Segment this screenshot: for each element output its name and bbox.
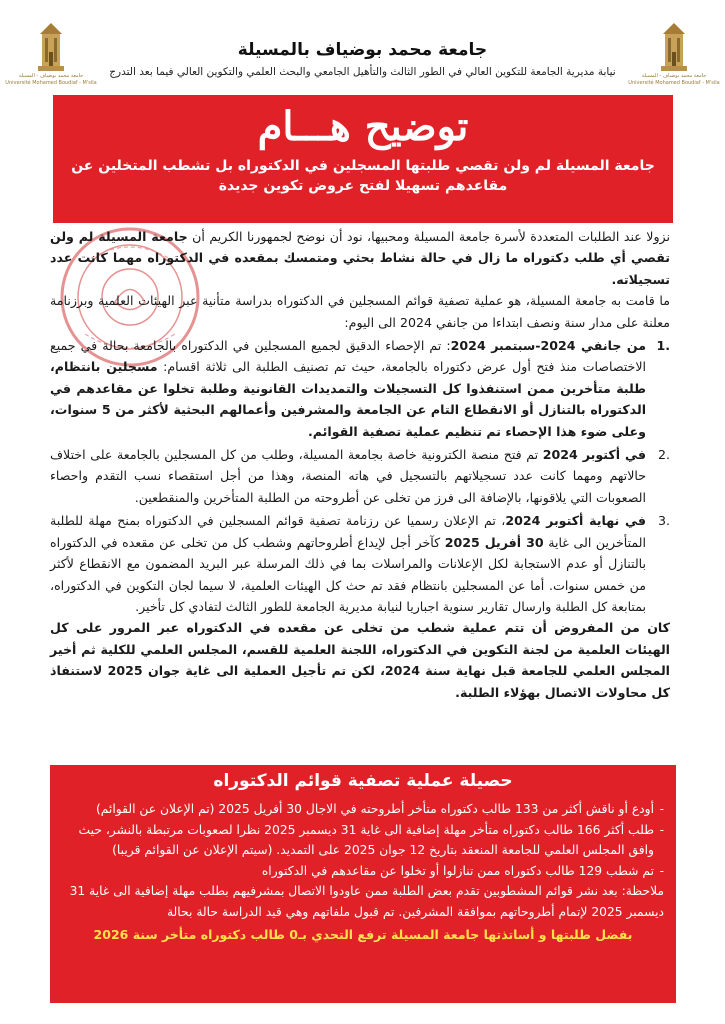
list-item-lead: في أكتوبر 2024 — [542, 447, 646, 463]
list-item-text: تم فتح منصة الكترونية خاصة بجامعة المسيلة، وطلب من كل المسجلين بالجامعة على اختلاف حالاتهم ومهما كانت عدد تسجيلاتهم بالتسجيل في هاته المنصة، وهذا من أجل استقصاء نسب التقدم واحصاء الصعوبات التي يلاقونها، بالإضافة الى فرز من تخلى عن أطروحته من الطلبة المتأخرين والمنقطعين. — [50, 447, 646, 505]
title-banner — [53, 95, 673, 223]
list-item-text: : تم الإحصاء الدقيق لجميع المسجلين في الدكتوراه بالجامعة بحالة في جميع الاختصاصات منذ فتح أول عرض دكتوراه بالجامعة، حيث تم تصنيف الطلبة الى ثلاثة اقسام: — [50, 338, 647, 375]
results-list — [50, 795, 676, 923]
university-logo-left — [5, 22, 97, 90]
list-item-date: 30 أفريل 2025 — [444, 534, 544, 550]
results-item-text: طلب أكثر 166 طالب دكتوراه متأخر مهلة إضافية الى غاية 31 ديسمبر 2025 نظرا لصعوبات مرتبطة بالنشر، حيث وافق المجلس العلمي للجامعة المنعقد بتاريخ 12 جوان 2025 على التمديد. (سيتم الإعلان عن القوائم قريبا) — [78, 822, 654, 858]
bullet: - — [659, 822, 664, 837]
university-subtitle: نيابة مديرية الجامعة للتكوين العالي في الطور الثالث والتأهيل الجامعي والبحث العلمي والتكوين العالي فيما بعد التدرج — [109, 66, 616, 78]
intro-text: نزولا عند الطلبات المتعددة لأسرة جامعة المسيلة ومحبيها، نود أن نوضح لجمهورنا الكريم أن — [187, 229, 670, 244]
banner-subtitle: جامعة المسيلة لم ولن تقصي طلبتها المسجلين في الدكتوراه بل تشطب المتخلين عن مقاعدهم تسهيلا لفتح عروض تكوين جديدة — [71, 158, 655, 194]
bullet: - — [659, 802, 664, 816]
results-item — [62, 861, 664, 882]
results-note — [62, 881, 664, 922]
results-note-text: ملاحظة: بعد نشر قوائم المشطوبين تقدم بعض الطلبة ممن عاودوا الاتصال بمشرفيهم بطلب مهلة إضافية الى غاية 31 ديسمبر 2025 لإتمام أطروحاتهم بموافقة المشرفين. تم قبول ملفاتهم وهي قيد الدراسة حالة بحالة — [69, 884, 664, 919]
results-box — [50, 765, 676, 1003]
intro-emphasis: جامعة المسيلة لم ولن تقصي أي طلب دكتوراه ما زال في حالة نشاط بحثي ومتمسك بمقعده في الدكتوراه مهما كانت عدد تسجيلاته. — [50, 229, 670, 287]
list-item — [50, 444, 670, 508]
results-item-text: أودع أو ناقش أكثر من 133 طالب دكتوراه متأخر أطروحته في الاجال 30 أفريل 2025 (تم الإعلان عن القوائم) — [95, 802, 654, 816]
results-item-text: تم شطب 129 طالب دكتوراه ممن تنازلوا أو تخلوا عن مقاعدهم في الدكتوراه — [261, 863, 654, 878]
list-number: .3 — [657, 513, 670, 529]
logo-caption-en: Université Mohamed Boudiaf - M'sila — [628, 80, 720, 86]
list-item-emphasis: مسجلين بانتظام، طلبة متأخرين ممن استنفذوا كل التسجيلات والتمديدات القانونية وطلبة تخلوا عن مقاعدهم في الدكتوراه بالتنازل أو الانقطاع التام عن الجامعة والمشرفين وأعمالهم البحثية لأكثر من 5 سنوات، وعلى ضوء هذا الإحصاء تم تنظيم عملية تصفية القوائم. — [50, 359, 647, 439]
results-item — [62, 820, 664, 861]
list-item — [50, 335, 670, 442]
results-title: حصيلة عملية تصفية قوائم الدكتوراه — [213, 771, 513, 791]
university-name: جامعة محمد بوضياف بالمسيلة — [237, 40, 488, 60]
list-number: .1 — [656, 338, 670, 354]
logo-caption-ar: جامعة محمد بوضياف - المسيلة — [18, 73, 84, 79]
list-item-text: ، تم الإعلان رسميا عن رزنامة تصفية قوائم المسجلين في الدكتوراه بمنح مهلة للطلبة المتأخرين الى غاية — [50, 513, 646, 550]
logo-caption-en: Université Mohamed Boudiaf - M'sila — [5, 80, 97, 86]
list-item — [50, 510, 670, 617]
closing-paragraph: كان من المفروض أن تتم عملية شطب من تخلى عن مقعده في الدكتوراه عبر المرور على كل الهيئات العلمية من لجنة التكوين في الدكتوراه، اللجنة العلمية للقسم، المجلس العلمي للكلية ثم أخير المجلس العلمي للجامعة قبل نهاية سنة 2024، لكن تم تأجيل العملية الى غاية جوان 2025 لاستنفاذ كل محاولات الاتصال بهؤلاء الطلبة. — [50, 620, 670, 700]
document-header — [0, 22, 725, 90]
intro-paragraph-2: ما قامت به جامعة المسيلة، هو عملية تصفية قوائم المسجلين في الدكتوراه بدراسة متأنية عبر الهيئات العلمية وبرزنامة معلنة على مدار سنة ونصف ابتداءا من جانفي 2024 الى اليوم: — [50, 293, 670, 330]
results-item — [62, 799, 664, 820]
list-number: .2 — [657, 447, 670, 463]
list-item-lead: من جانفي 2024-سبتمبر 2024 — [450, 338, 646, 354]
banner-title: توضيح هـــام — [257, 103, 469, 150]
list-item-text-2: كآخر أجل لإيداع أطروحاتهم وشطب كل من تخلى عن مقعده في الدكتوراه بالتنازل أو عدم الاستجابة لكل الإعلانات والمراسلات بما في ذلك المرسلة عبر البريد المضمون مع الانقطاع لأكثر من خمس سنوات. أما عن المسجلين بانتظام فقد تم حث كل الهيئات العلمية، لا سيما لجان التكوين في الدكتوراه، بمتابعة كل الطلبة وارسال تقارير سنوية اجباريا لنيابة مديرية الجامعة للطور الثالث لتفادي كل تأخير. — [50, 534, 646, 614]
list-item-lead: في نهاية أكتوبر 2024 — [505, 513, 646, 529]
bullet: - — [659, 863, 664, 878]
logo-caption-ar: جامعة محمد بوضياف - المسيلة — [641, 73, 707, 79]
tower-logo-icon — [34, 22, 68, 72]
intro-paragraph — [50, 226, 670, 290]
document-body — [50, 226, 670, 703]
results-final-statement: بفضل طلبتها و أساتذتها جامعة المسيلة ترفع التحدي بـ0 طالب دكتوراه متأخر سنة 2026 — [93, 926, 633, 942]
